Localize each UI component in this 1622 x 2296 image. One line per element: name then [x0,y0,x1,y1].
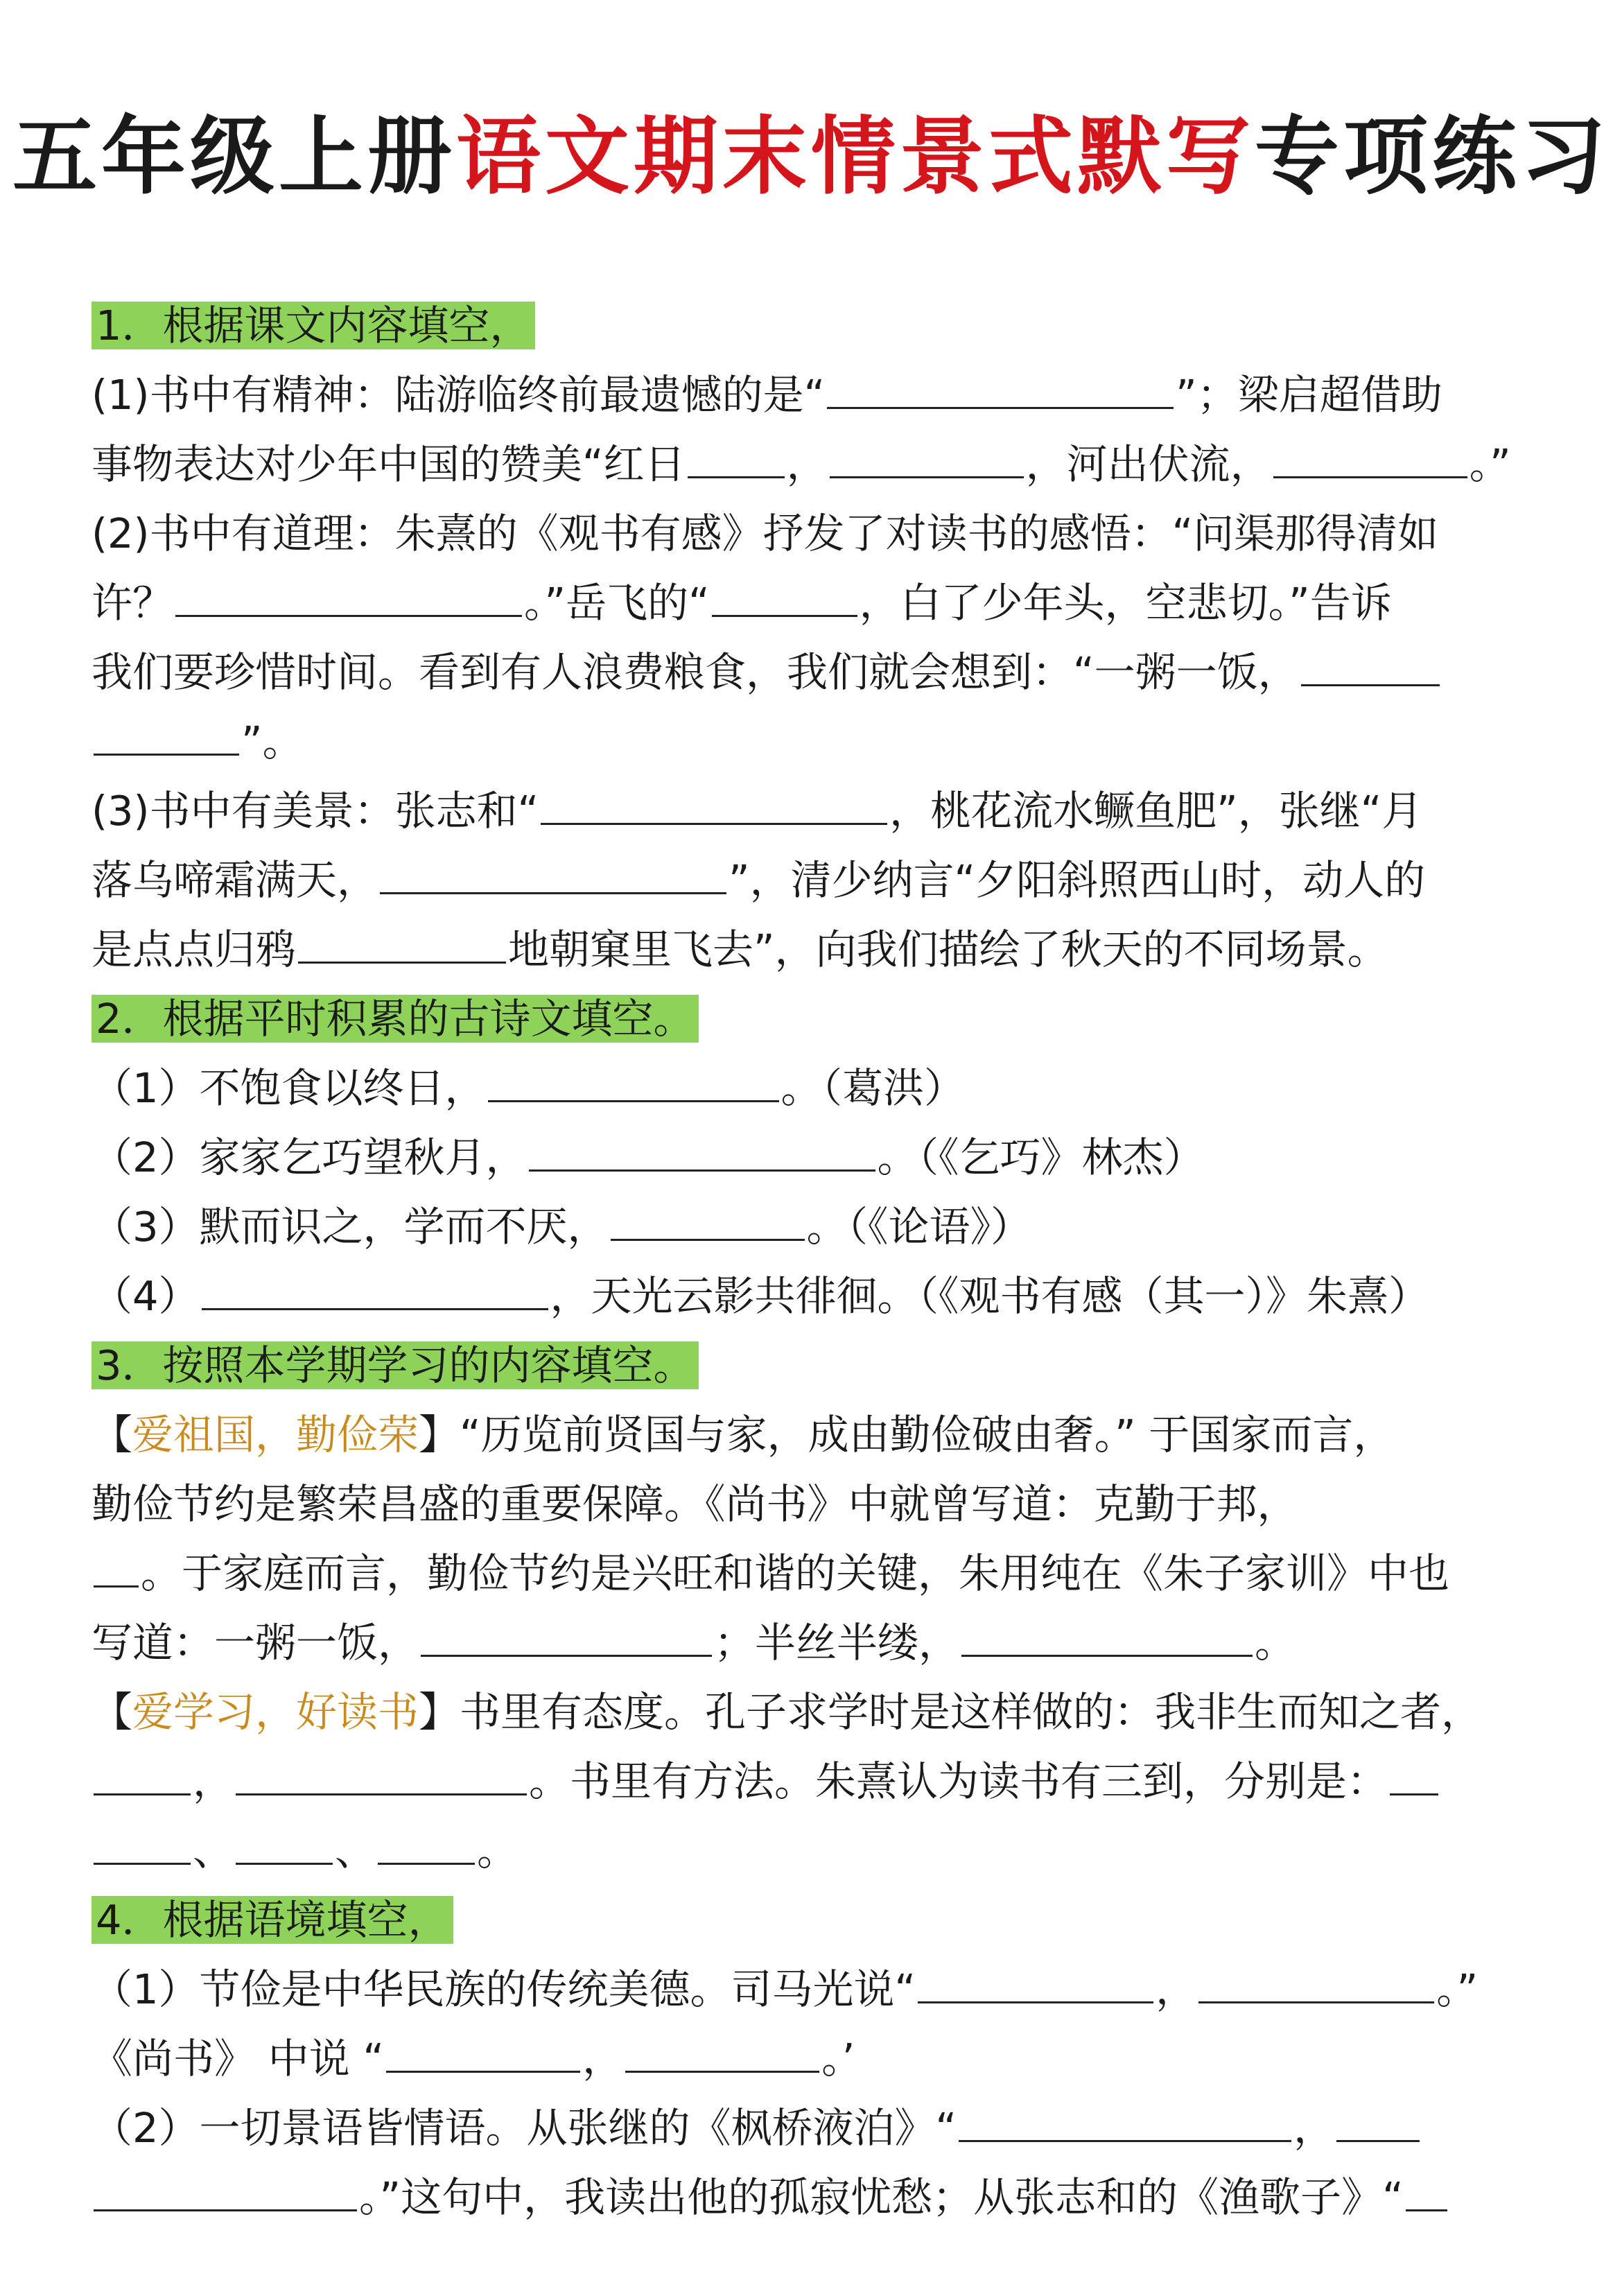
answer-blank[interactable] [236,1755,527,1795]
s1-line-8: 落乌啼霜满天， ”，清少纳言“夕阳斜照西山时，动人的 [91,846,1537,915]
s1-line-7: (3)书中有美景：张志和“ ，桃花流水鳜鱼肥”，张继“月 [91,776,1537,846]
section-4-heading: 4．根据语境填空， [91,1886,1537,1955]
s3-line-5: 【爱学习，好读书】书里有态度。孔子求学时是这样做的：我非生而知之者， [91,1688,1483,1736]
s1-line-6: ”。 [91,707,1537,776]
tag-love-study: 爱学习，好读书 [132,1688,419,1736]
answer-blank[interactable] [541,785,887,825]
section-1-heading: 1．根据课文内容填空， [91,291,1537,360]
answer-blank[interactable] [961,1617,1253,1657]
s3-line-4: 写道：一粥一饭， ；半丝半缕， 。 [91,1608,1537,1678]
page-title [0,104,1622,208]
answer-blank[interactable] [94,715,239,756]
answer-blank[interactable] [94,2171,357,2211]
s1-line-5: 我们要珍惜时间。看到有人浪费粮食，我们就会想到：“一粥一饭， [91,638,1537,707]
s4-line-1: （1）节俭是中华民族的传统美德。司马光说“ ， 。” [91,1955,1537,2024]
title-part-2: 语文期末情景式默写 [456,106,1255,206]
s1-line-3: (2)书中有道理：朱熹的《观书有感》抒发了对读书的感悟：“问渠那得清如 [91,510,1439,557]
answer-blank[interactable] [959,2102,1291,2142]
answer-blank[interactable] [1390,1755,1438,1795]
answer-blank[interactable] [94,1547,139,1588]
s3-line-2: 勤俭节约是繁荣昌盛的重要保障。《尚书》中就曾写道：克勤于邦， [91,1480,1298,1528]
s2-line-1: （1）不饱食以终日， 。（葛洪） [91,1054,1537,1123]
answer-blank[interactable] [1273,438,1467,478]
s3-line-7: 、 、 。 [91,1816,1537,1886]
answer-blank[interactable] [421,1617,712,1657]
answer-blank[interactable] [202,1270,548,1310]
s4-line-3: （2）一切景语皆情语。从张继的《枫桥液泊》“ ， [91,2094,1537,2163]
answer-blank[interactable] [94,1825,191,1865]
answer-blank[interactable] [1406,2171,1447,2211]
answer-blank[interactable] [175,577,522,617]
s2-line-2: （2）家家乞巧望秋月， 。（《乞巧》林杰） [91,1123,1537,1192]
s3-line-6: ， 。书里有方法。朱熹认为读书有三到，分别是： [91,1747,1537,1816]
s4-line-4: 。”这句中，我读出他的孤寂忧愁；从张志和的《渔歌子》“ [91,2163,1537,2232]
answer-blank[interactable] [380,854,726,894]
s4-line-2: 《尚书》 中说 “ ， 。’ [91,2024,1537,2094]
answer-blank[interactable] [712,577,857,617]
answer-blank[interactable] [529,1131,875,1172]
s1-line-9: 是点点归鸦 地朝窠里飞去”，向我们描绘了秋天的不同场景。 [91,915,1537,984]
answer-blank[interactable] [1301,646,1440,686]
answer-blank[interactable] [918,1963,1153,2003]
answer-blank[interactable] [1336,2102,1420,2142]
answer-blank[interactable] [298,923,506,964]
worksheet-content [91,291,1537,2232]
answer-blank[interactable] [688,438,785,478]
answer-blank[interactable] [625,2033,819,2073]
answer-blank[interactable] [1198,1963,1434,2003]
s3-line-3: 。于家庭而言，勤俭节约是兴旺和谐的关键，朱用纯在《朱子家训》中也 [91,1539,1537,1608]
s1-line-2: 事物表达对少年中国的赞美“红日 ， ，河出伏流， 。” [91,430,1537,499]
answer-blank[interactable] [236,1825,333,1865]
s3-line-1: 【爱祖国，勤俭荣】“历览前贤国与家，成由勤俭破由奢。” 于国家而言， [91,1411,1395,1459]
s2-line-3: （3）默而识之，学而不厌， 。（《论语》） [91,1192,1537,1262]
section-2-heading: 2．根据平时积累的古诗文填空。 [91,984,1537,1054]
s1-line-4: 许？ 。”岳飞的“ ，白了少年头，空悲切。”告诉 [91,568,1537,638]
answer-blank[interactable] [830,438,1024,478]
answer-blank[interactable] [611,1201,805,1241]
title-part-3: 专项练习 [1255,106,1610,206]
answer-blank[interactable] [94,1755,191,1795]
answer-blank[interactable] [488,1062,779,1102]
s2-line-4: （4） ，天光云影共徘徊。（《观书有感（其一）》朱熹） [91,1262,1537,1331]
tag-love-country: 爱祖国，勤俭荣 [132,1411,419,1459]
answer-blank[interactable] [827,369,1174,409]
section-3-heading: 3．按照本学期学习的内容填空。 [91,1331,1537,1400]
answer-blank[interactable] [378,1825,475,1865]
answer-blank[interactable] [386,2033,580,2073]
title-part-1: 五年级上册 [12,106,456,206]
s1-line-1: (1)书中有精神：陆游临终前最遗憾的是“ ”；梁启超借助 [91,360,1537,430]
